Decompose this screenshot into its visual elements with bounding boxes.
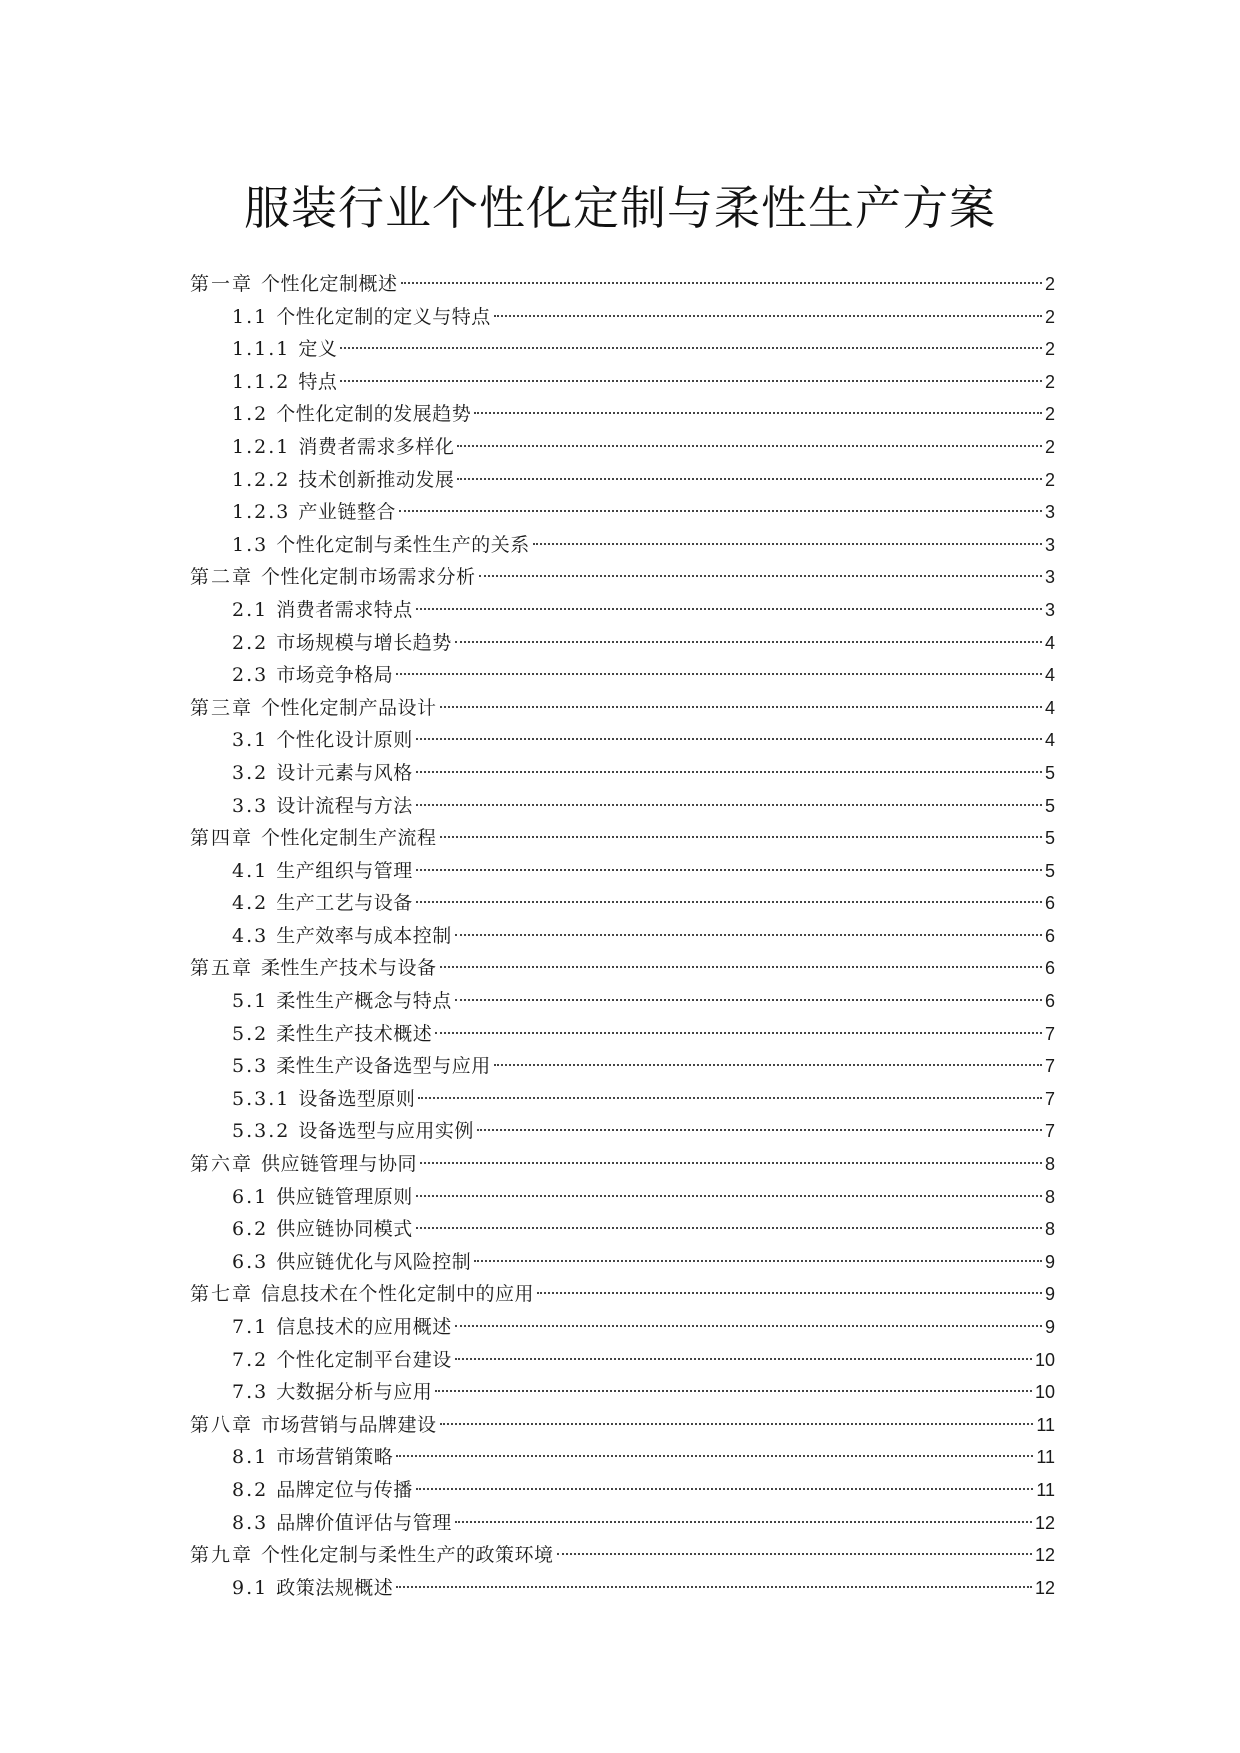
toc-entry-number: 第九章 xyxy=(190,1544,254,1567)
toc-page-number: 4 xyxy=(1044,730,1055,751)
toc-entry-label xyxy=(232,301,491,334)
toc-entry-text: 技术创新推动发展 xyxy=(298,468,455,491)
toc-dot-leader xyxy=(435,1390,1032,1392)
toc-entry-number: 1.1.1 xyxy=(232,338,291,361)
toc-entry-label xyxy=(232,1115,474,1148)
toc-entry-number: 3.1 xyxy=(232,729,269,752)
toc-entry-label xyxy=(232,1474,413,1507)
toc-entry-text: 柔性生产设备选型与应用 xyxy=(276,1055,491,1078)
toc-dot-leader xyxy=(440,966,1042,968)
toc-entry-label xyxy=(190,561,476,594)
toc-entry-label xyxy=(232,431,454,464)
toc-entry-label xyxy=(232,1018,432,1051)
toc-entry-number: 第五章 xyxy=(190,957,254,980)
toc-entry-number: 5.3.2 xyxy=(232,1120,291,1143)
toc-entry[interactable] xyxy=(190,431,1055,464)
toc-entry-text: 生产效率与成本控制 xyxy=(276,924,452,947)
toc-dot-leader xyxy=(477,1129,1042,1131)
toc-entry-label xyxy=(232,627,452,660)
toc-entry[interactable] xyxy=(190,757,1055,790)
toc-entry-text: 设计元素与风格 xyxy=(276,761,413,784)
toc-entry[interactable] xyxy=(190,790,1055,823)
toc-entry-label xyxy=(232,496,396,529)
toc-dot-leader xyxy=(533,543,1042,545)
toc-entry-number: 8.1 xyxy=(232,1446,269,1469)
toc-entry[interactable] xyxy=(190,1083,1055,1116)
toc-entry-text: 市场营销与品牌建设 xyxy=(261,1413,437,1436)
toc-entry[interactable] xyxy=(190,952,1055,985)
toc-entry-text: 柔性生产技术与设备 xyxy=(261,957,437,980)
toc-entry[interactable] xyxy=(190,855,1055,888)
toc-page-number: 4 xyxy=(1044,665,1055,686)
toc-entry-label xyxy=(232,659,393,692)
toc-entry[interactable] xyxy=(190,985,1055,1018)
toc-page-number: 12 xyxy=(1034,1512,1055,1533)
toc-entry-text: 市场规模与增长趋势 xyxy=(276,631,452,654)
table-of-contents xyxy=(190,268,1055,1604)
toc-entry-label xyxy=(232,724,413,757)
toc-entry-text: 信息技术在个性化定制中的应用 xyxy=(261,1283,535,1306)
toc-page-number: 4 xyxy=(1044,697,1055,718)
toc-page-number: 3 xyxy=(1044,502,1055,523)
toc-entry-label xyxy=(232,333,337,366)
toc-dot-leader xyxy=(455,999,1042,1001)
toc-entry-number: 9.1 xyxy=(232,1576,269,1599)
toc-dot-leader xyxy=(416,1195,1042,1197)
toc-entry-text: 供应链管理原则 xyxy=(276,1185,413,1208)
toc-entry-text: 品牌定位与传播 xyxy=(276,1478,413,1501)
toc-entry[interactable] xyxy=(190,1441,1055,1474)
toc-entry-label xyxy=(190,952,437,985)
toc-entry[interactable] xyxy=(190,1050,1055,1083)
toc-entry-text: 定义 xyxy=(298,338,338,361)
toc-entry-label xyxy=(232,887,413,920)
toc-entry-text: 供应链优化与风险控制 xyxy=(276,1250,472,1273)
toc-entry[interactable] xyxy=(190,398,1055,431)
toc-entry[interactable] xyxy=(190,561,1055,594)
toc-entry-label xyxy=(232,464,454,497)
toc-entry[interactable] xyxy=(190,920,1055,953)
toc-entry-number: 4.2 xyxy=(232,892,269,915)
toc-entry[interactable] xyxy=(190,1181,1055,1214)
toc-entry[interactable] xyxy=(190,1344,1055,1377)
toc-dot-leader xyxy=(455,1521,1032,1523)
toc-entry-number: 5.1 xyxy=(232,990,269,1013)
toc-entry[interactable] xyxy=(190,268,1055,301)
toc-page-number: 8 xyxy=(1044,1186,1055,1207)
toc-dot-leader xyxy=(416,869,1042,871)
toc-entry[interactable] xyxy=(190,724,1055,757)
toc-entry-label xyxy=(190,1148,417,1181)
toc-entry-number: 1.2 xyxy=(232,403,269,426)
toc-entry-number: 8.2 xyxy=(232,1478,269,1501)
toc-entry-label xyxy=(232,1083,415,1116)
toc-entry[interactable] xyxy=(190,887,1055,920)
toc-page-number: 6 xyxy=(1044,893,1055,914)
toc-dot-leader xyxy=(416,771,1042,773)
toc-entry-label xyxy=(232,1050,491,1083)
toc-entry[interactable] xyxy=(190,1376,1055,1409)
toc-entry-label xyxy=(232,594,413,627)
toc-entry-number: 5.3 xyxy=(232,1055,269,1078)
toc-page-number: 6 xyxy=(1044,925,1055,946)
toc-dot-leader xyxy=(396,1455,1033,1457)
toc-entry-number: 3.3 xyxy=(232,794,269,817)
toc-entry-text: 柔性生产技术概述 xyxy=(276,1022,433,1045)
toc-entry-label xyxy=(232,1344,452,1377)
toc-entry-number: 第六章 xyxy=(190,1153,254,1176)
toc-entry-label xyxy=(190,822,437,855)
toc-entry-text: 个性化定制市场需求分析 xyxy=(261,566,476,589)
toc-dot-leader xyxy=(416,738,1042,740)
toc-entry-label xyxy=(232,1376,432,1409)
toc-entry-number: 1.2.2 xyxy=(232,468,291,491)
toc-page-number: 9 xyxy=(1044,1284,1055,1305)
toc-entry[interactable] xyxy=(190,1213,1055,1246)
toc-dot-leader xyxy=(416,901,1042,903)
toc-dot-leader xyxy=(416,1488,1034,1490)
toc-dot-leader xyxy=(455,641,1042,643)
toc-entry-text: 个性化定制与柔性生产的关系 xyxy=(276,533,530,556)
toc-dot-leader xyxy=(474,1260,1042,1262)
toc-entry-number: 2.1 xyxy=(232,598,269,621)
toc-entry-label xyxy=(190,1278,534,1311)
toc-entry[interactable] xyxy=(190,1148,1055,1181)
toc-page-number: 5 xyxy=(1044,762,1055,783)
toc-entry[interactable] xyxy=(190,366,1055,399)
toc-page-number: 10 xyxy=(1034,1349,1055,1370)
toc-entry[interactable] xyxy=(190,1474,1055,1507)
toc-page-number: 10 xyxy=(1034,1382,1055,1403)
toc-entry-text: 消费者需求特点 xyxy=(276,598,413,621)
toc-entry-text: 产业链整合 xyxy=(298,501,396,524)
toc-entry-label xyxy=(190,1539,554,1572)
toc-entry[interactable] xyxy=(190,692,1055,725)
toc-entry[interactable] xyxy=(190,1018,1055,1051)
toc-dot-leader xyxy=(416,804,1042,806)
toc-entry-number: 第四章 xyxy=(190,827,254,850)
toc-entry[interactable] xyxy=(190,627,1055,660)
toc-page-number: 3 xyxy=(1044,534,1055,555)
toc-entry-label xyxy=(232,398,471,431)
toc-entry-label xyxy=(232,1311,452,1344)
toc-entry-number: 第一章 xyxy=(190,273,254,295)
toc-entry-label xyxy=(232,1181,413,1214)
toc-entry-number: 4.3 xyxy=(232,924,269,947)
toc-entry-number: 6.3 xyxy=(232,1250,269,1273)
toc-entry-label xyxy=(232,920,452,953)
toc-entry-text: 个性化定制的发展趋势 xyxy=(276,403,472,426)
toc-dot-leader xyxy=(455,1358,1032,1360)
toc-entry-label xyxy=(232,1246,471,1279)
toc-dot-leader xyxy=(455,934,1042,936)
toc-dot-leader xyxy=(479,575,1042,577)
toc-dot-leader xyxy=(455,1325,1042,1327)
toc-entry-label xyxy=(232,1441,393,1474)
toc-page-number: 7 xyxy=(1044,1121,1055,1142)
toc-entry-text: 个性化定制产品设计 xyxy=(261,696,437,719)
toc-entry-number: 5.2 xyxy=(232,1022,269,1045)
toc-entry-number: 2.3 xyxy=(232,664,269,687)
toc-page-number: 7 xyxy=(1044,1088,1055,1109)
toc-page-number: 3 xyxy=(1044,567,1055,588)
toc-page-number: 2 xyxy=(1044,274,1055,294)
toc-entry-number: 1.2.3 xyxy=(232,501,291,524)
toc-entry-text: 市场竞争格局 xyxy=(276,664,394,687)
toc-entry-text: 个性化设计原则 xyxy=(276,729,413,752)
toc-entry-label xyxy=(232,757,413,790)
toc-page-number: 7 xyxy=(1044,1023,1055,1044)
toc-dot-leader xyxy=(416,608,1042,610)
toc-dot-leader xyxy=(418,1097,1042,1099)
toc-page-number: 8 xyxy=(1044,1219,1055,1240)
toc-entry-number: 5.3.1 xyxy=(232,1087,291,1110)
toc-page-number: 11 xyxy=(1036,1414,1055,1435)
document-title: 服装行业个性化定制与柔性生产方案 xyxy=(244,181,996,235)
toc-entry-label xyxy=(232,1213,413,1246)
toc-entry[interactable] xyxy=(190,1311,1055,1344)
toc-dot-leader xyxy=(457,445,1042,447)
toc-entry[interactable] xyxy=(190,594,1055,627)
toc-page-number: 3 xyxy=(1044,599,1055,620)
toc-dot-leader xyxy=(401,282,1042,284)
toc-entry-number: 2.2 xyxy=(232,631,269,654)
toc-entry-label xyxy=(232,790,413,823)
toc-entry-text: 市场营销策略 xyxy=(276,1446,394,1469)
toc-entry-text: 设备选型原则 xyxy=(298,1087,416,1110)
toc-entry[interactable] xyxy=(190,529,1055,562)
toc-entry-number: 第二章 xyxy=(190,566,254,589)
toc-dot-leader xyxy=(416,1227,1042,1229)
toc-page-number: 7 xyxy=(1044,1056,1055,1077)
toc-dot-leader xyxy=(399,510,1042,512)
toc-dot-leader xyxy=(440,706,1042,708)
toc-entry-text: 大数据分析与应用 xyxy=(276,1381,433,1404)
toc-entry-number: 6.1 xyxy=(232,1185,269,1208)
toc-entry-number: 1.1 xyxy=(232,305,269,328)
toc-page-number: 6 xyxy=(1044,958,1055,979)
toc-dot-leader xyxy=(440,836,1042,838)
toc-entry-label xyxy=(232,366,337,399)
toc-entry-label xyxy=(232,985,452,1018)
toc-entry-number: 6.2 xyxy=(232,1218,269,1241)
toc-dot-leader xyxy=(340,347,1042,349)
toc-entry-label xyxy=(190,1409,437,1442)
toc-dot-leader xyxy=(557,1553,1032,1555)
toc-entry-label xyxy=(232,1507,452,1540)
toc-page-number: 2 xyxy=(1044,306,1055,327)
toc-entry-number: 1.2.1 xyxy=(232,435,291,458)
toc-entry-text: 生产组织与管理 xyxy=(276,859,413,882)
toc-entry[interactable] xyxy=(190,333,1055,366)
toc-dot-leader xyxy=(340,380,1042,382)
toc-entry[interactable] xyxy=(190,1278,1055,1311)
toc-entry[interactable] xyxy=(190,822,1055,855)
toc-entry-label xyxy=(232,529,530,562)
toc-entry-label xyxy=(190,268,398,301)
toc-entry-label xyxy=(232,1572,393,1605)
toc-page-number: 2 xyxy=(1044,339,1055,360)
toc-entry-text: 消费者需求多样化 xyxy=(298,435,455,458)
toc-entry-number: 4.1 xyxy=(232,859,269,882)
toc-entry-text: 品牌价值评估与管理 xyxy=(276,1511,452,1534)
toc-page-number: 9 xyxy=(1044,1251,1055,1272)
toc-entry[interactable] xyxy=(190,1507,1055,1540)
toc-entry[interactable] xyxy=(190,496,1055,529)
toc-entry-number: 7.1 xyxy=(232,1316,269,1338)
toc-page-number: 5 xyxy=(1044,860,1055,881)
toc-entry-number: 8.3 xyxy=(232,1511,269,1534)
toc-entry-text: 个性化定制生产流程 xyxy=(261,827,437,850)
toc-entry[interactable] xyxy=(190,1539,1055,1572)
toc-dot-leader xyxy=(457,478,1042,480)
toc-entry-number: 1.1.2 xyxy=(232,370,291,393)
toc-entry-label xyxy=(232,855,413,888)
toc-page-number: 6 xyxy=(1044,991,1055,1012)
toc-entry-number: 第三章 xyxy=(190,696,254,719)
toc-entry-number: 第七章 xyxy=(190,1283,254,1306)
toc-entry-text: 设备选型与应用实例 xyxy=(298,1120,474,1143)
toc-dot-leader xyxy=(474,412,1042,414)
toc-entry[interactable] xyxy=(190,1115,1055,1148)
toc-dot-leader xyxy=(537,1292,1042,1294)
toc-page-number: 5 xyxy=(1044,828,1055,849)
toc-dot-leader xyxy=(396,1586,1032,1588)
toc-entry-text: 生产工艺与设备 xyxy=(276,892,413,915)
toc-page-number: 2 xyxy=(1044,469,1055,490)
toc-page-number: 12 xyxy=(1034,1545,1055,1566)
toc-entry-text: 个性化定制与柔性生产的政策环境 xyxy=(261,1544,554,1567)
toc-entry-label xyxy=(190,692,437,725)
toc-dot-leader xyxy=(494,1064,1042,1066)
toc-entry[interactable] xyxy=(190,1572,1055,1605)
toc-page-number: 2 xyxy=(1044,404,1055,425)
toc-page-number: 2 xyxy=(1044,371,1055,392)
toc-entry[interactable] xyxy=(190,659,1055,692)
toc-entry[interactable] xyxy=(190,464,1055,497)
toc-page-number: 11 xyxy=(1036,1479,1055,1500)
toc-entry-text: 设计流程与方法 xyxy=(276,794,413,817)
toc-dot-leader xyxy=(435,1032,1042,1034)
toc-entry[interactable] xyxy=(190,1246,1055,1279)
toc-entry-number: 第八章 xyxy=(190,1413,254,1436)
toc-dot-leader xyxy=(420,1162,1042,1164)
toc-entry-number: 3.2 xyxy=(232,761,269,784)
toc-entry-number: 7.3 xyxy=(232,1381,269,1404)
toc-page-number: 11 xyxy=(1036,1447,1055,1468)
toc-page-number: 9 xyxy=(1044,1317,1055,1337)
toc-entry-text: 供应链协同模式 xyxy=(276,1218,413,1241)
toc-entry-text: 个性化定制概述 xyxy=(261,273,398,295)
toc-dot-leader xyxy=(396,673,1042,675)
toc-entry[interactable] xyxy=(190,301,1055,334)
toc-page-number: 5 xyxy=(1044,795,1055,816)
toc-page-number: 2 xyxy=(1044,436,1055,457)
toc-entry-text: 特点 xyxy=(298,370,338,393)
toc-page-number: 4 xyxy=(1044,632,1055,653)
toc-page-number: 12 xyxy=(1034,1577,1055,1598)
toc-dot-leader xyxy=(440,1423,1034,1425)
toc-entry[interactable] xyxy=(190,1409,1055,1442)
toc-dot-leader xyxy=(494,315,1042,317)
toc-entry-number: 7.2 xyxy=(232,1348,269,1371)
toc-entry-number: 1.3 xyxy=(232,533,269,556)
toc-entry-text: 柔性生产概念与特点 xyxy=(276,990,452,1013)
toc-page-number: 8 xyxy=(1044,1154,1055,1175)
toc-entry-text: 个性化定制的定义与特点 xyxy=(276,305,491,328)
toc-entry-text: 信息技术的应用概述 xyxy=(276,1316,452,1338)
toc-entry-text: 政策法规概述 xyxy=(276,1576,394,1599)
toc-entry-text: 供应链管理与协同 xyxy=(261,1153,418,1176)
toc-entry-text: 个性化定制平台建设 xyxy=(276,1348,452,1371)
